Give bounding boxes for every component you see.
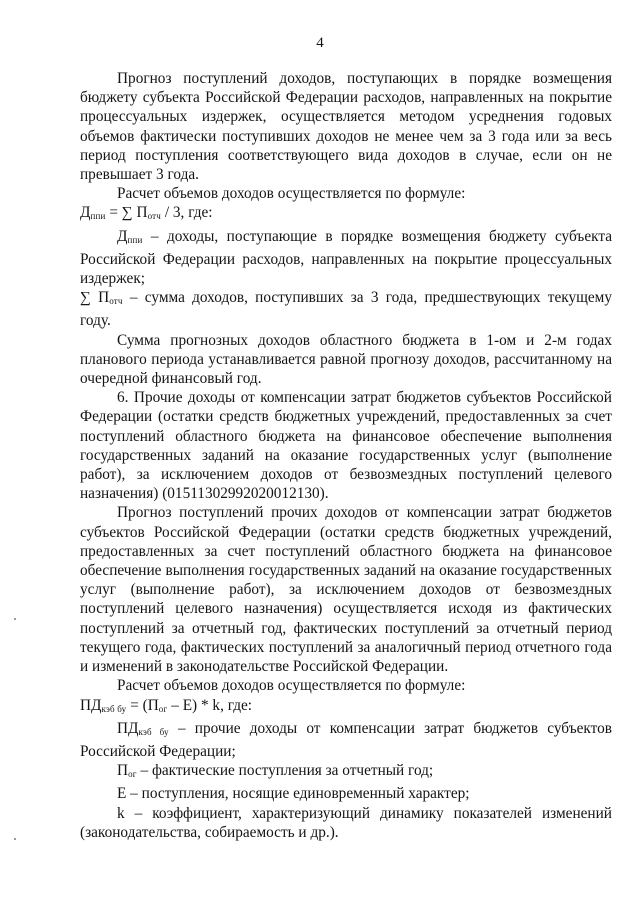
formula-1-d-sub: ппи <box>90 211 106 222</box>
paragraph-forecast-procedural-costs: Прогноз поступлений доходов, поступающих в порядке возмещения бюджету субъекта Российской Федерации расходов, направленных на покрытие процессуальных издержек, осуществляется методом усреднения годовых объемов фактически поступивших доходов не менее чем за 3 года или за весь период поступления соответствующего вида доходов в случае, если он не превышает 3 года. <box>80 70 612 184</box>
paragraph-planning-period: Сумма прогнозных доходов областного бюджета в 1-ом и 2-м годах планового периода устанавливается равной прогнозу доходов, рассчитанному на очередной финансовый год. <box>80 331 612 388</box>
formula-2-pd-sub: кэб бу <box>101 703 127 714</box>
definition-d-ppi <box>80 227 612 289</box>
definition-pd-keb-bu <box>80 719 612 761</box>
paragraph-item-6: 6. Прочие доходы от компенсации затрат бюджетов субъектов Российской Федерации (остатки средств бюджетных учреждений, предоставленных за счет поступлений областного бюджета на финансовое обеспечение выполнения государственных заданий на оказание государственных услуг (выполнение работ), за исключением доходов от безвозмездных поступлений целевого назначения) (01511302992020012130). <box>80 389 612 503</box>
formula-2-pd: ПД <box>80 696 102 714</box>
formula-1-p-sub: отч <box>147 211 162 222</box>
definition-pd-text: – прочие доходы от компенсации затрат бюджетов субъектов Российской Федерации; <box>80 719 612 760</box>
scan-speck <box>14 618 16 620</box>
definition-p-text: – фактические поступления за отчетный год; <box>136 762 434 780</box>
definition-sum-sub: отч <box>109 296 123 307</box>
page-number: 4 <box>316 35 324 51</box>
definition-sum-p-otch <box>80 288 612 330</box>
formula-1 <box>80 203 612 226</box>
document-body <box>80 69 612 842</box>
definition-p-sub: ог <box>128 769 137 780</box>
paragraph-formula-intro-2: Расчет объемов доходов осуществляется по формуле: <box>117 677 466 695</box>
scan-speck <box>14 838 16 840</box>
definition-d-letter: Д <box>117 227 128 245</box>
definition-pd-letters: ПД <box>117 719 139 737</box>
formula-2 <box>80 696 612 719</box>
definition-e: Е – поступления, носящие единовременный характер; <box>117 785 470 803</box>
formula-1-eq: = ∑ П <box>105 204 148 222</box>
definition-sum-prefix: ∑ П <box>80 289 110 307</box>
definition-sum-text: – сумма доходов, поступивших за 3 года, предшествующих текущему году. <box>80 289 612 330</box>
definition-k: k – коэффициент, характеризующий динамику показателей изменений (законодательства, собираемость и др.). <box>80 804 612 841</box>
formula-2-eq: = (П <box>126 696 159 714</box>
paragraph-formula-intro-1: Расчет объемов доходов осуществляется по формуле: <box>117 185 466 203</box>
formula-2-tail: – Е) * k, где: <box>167 696 253 714</box>
definition-pd-sub: кэб бу <box>138 726 169 737</box>
definition-p-letter: П <box>117 762 129 780</box>
paragraph-forecast-other-income: Прогноз поступлений прочих доходов от компенсации затрат бюджетов субъектов Российской Федерации (остатки средств бюджетных учреждений, предоставленных за счет поступлений областного бюджета на финансовое обеспечение выполнения государственных заданий на оказание государственных услуг (выполнение работ), за исключением доходов от безвозмездных поступлений целевого назначения) осуществляется исходя из фактических поступлений за отчетный год, фактических поступлений за отчетный период текущего года, фактических поступлений за аналогичный период отчетного года и изменений в законодательстве Российской Федерации. <box>80 504 612 676</box>
definition-p-og <box>80 761 612 784</box>
formula-1-d: Д <box>80 204 91 222</box>
definition-d-sub: ппи <box>127 234 143 245</box>
formula-1-tail: / 3, где: <box>161 204 213 222</box>
definition-d-text: – доходы, поступающие в порядке возмещения бюджету субъекта Российской Федерации расходов, направленных на покрытие процессуальных издержек; <box>80 227 612 288</box>
formula-2-p-sub: ог <box>158 703 168 714</box>
